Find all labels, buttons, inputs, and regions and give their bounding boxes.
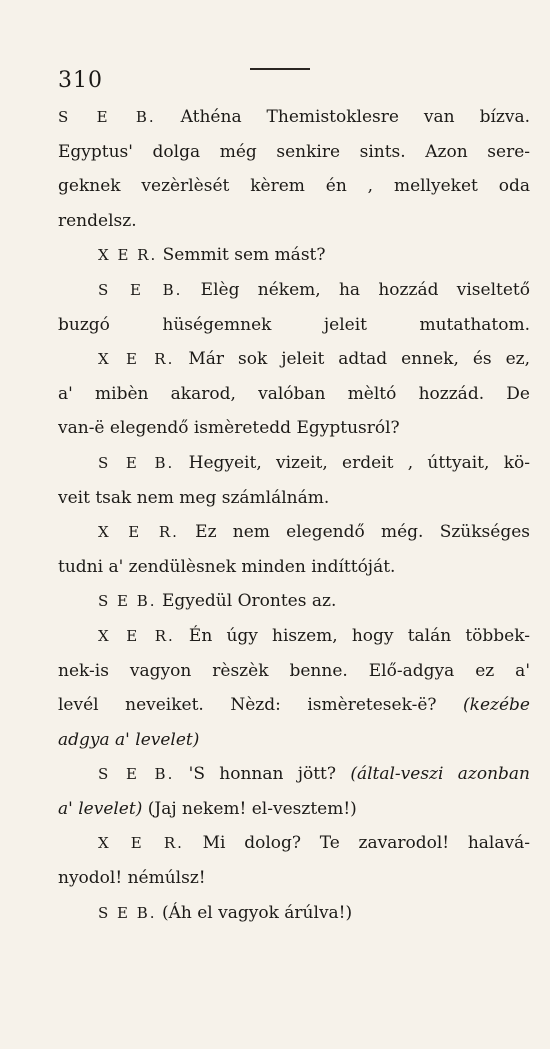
text-line — [58, 342, 530, 377]
line-text: van-ë elegendő ismèretedd Egyptusról? — [58, 418, 400, 439]
line-text: (Jaj nekem! el-vesztem!) — [142, 798, 357, 819]
line-text: buzgó hüségemnek jeleit mutathatom. — [58, 314, 530, 335]
line-text: veit tsak nem meg számlálnám. — [58, 487, 330, 508]
speaker-label: X E R. — [98, 350, 175, 369]
stage-direction: adgya a' levelet) — [58, 729, 200, 750]
line-text: Mi dolog? Te zavarodol! halavá- — [183, 833, 530, 854]
text-line — [58, 204, 530, 239]
line-text: geknek vezèrlèsét kèrem én , mellyeket oda — [58, 176, 530, 197]
text-line — [58, 723, 530, 758]
text-line — [58, 515, 530, 550]
line-text: Elèg nékem, ha hozzád viseltető — [182, 279, 530, 300]
line-text: Egyedül Orontes az. — [156, 591, 337, 612]
speaker-label: X E R. — [98, 246, 158, 265]
text-line — [58, 688, 530, 723]
line-text: Én úgy hiszem, hogy talán többek- — [174, 625, 530, 646]
line-text: tudni a' zendülèsnek minden indíttóját. — [58, 556, 396, 577]
text-line — [58, 481, 530, 516]
stage-direction: a' levelet) — [58, 798, 143, 819]
text-line — [58, 584, 530, 619]
speaker-label: X E R. — [98, 626, 175, 645]
line-text: Hegyeit, vizeit, erdeit , úttyait, kö- — [174, 452, 530, 473]
line-text: nek-is vagyon rèszèk benne. Elő-adgya ez a' — [58, 660, 530, 681]
page-number: 310 — [58, 68, 103, 93]
line-text: rendelsz. — [58, 210, 137, 231]
speaker-label: S E B. — [98, 903, 157, 922]
speaker-label: S E B. — [98, 765, 175, 784]
stage-direction: (által-veszi azonban — [350, 764, 530, 785]
text-line — [58, 654, 530, 689]
dialogue-text — [58, 100, 530, 930]
line-text: levél neveiket. Nèzd: ismèretesek-ë? — [58, 695, 464, 716]
line-text: Semmit sem mást? — [157, 245, 326, 266]
text-line — [58, 550, 530, 585]
line-text: Ez nem elegendő még. Szükséges — [178, 522, 530, 543]
stage-direction: (kezébe — [463, 695, 530, 716]
speaker-label: S E B. — [98, 592, 157, 611]
speaker-label: S E B. — [58, 108, 156, 126]
line-text: Egyptus' dolga még senkire sints. Azon sere- — [58, 141, 530, 162]
line-text: Athéna Themistoklesre van bízva. — [155, 107, 530, 127]
line-text: nyodol! némúlsz! — [58, 868, 206, 889]
text-line — [58, 861, 530, 896]
text-line — [58, 135, 530, 170]
text-line — [58, 273, 530, 308]
speaker-label: X E R. — [98, 523, 179, 542]
text-line — [58, 411, 530, 446]
text-line — [58, 238, 530, 273]
speaker-label: S E B. — [98, 453, 175, 472]
text-line — [58, 100, 530, 135]
header-rule — [250, 68, 310, 70]
line-text: a' mibèn akarod, valóban mèltó hozzád. De — [58, 383, 530, 404]
text-line — [58, 446, 530, 481]
line-text: Már sok jeleit adtad ennek, és ez, — [174, 349, 530, 370]
text-line — [58, 792, 530, 827]
text-line — [58, 757, 530, 792]
text-line — [58, 169, 530, 204]
text-line — [58, 826, 530, 861]
text-line — [58, 896, 530, 931]
text-line — [58, 308, 530, 343]
speaker-label: X E R. — [98, 834, 184, 853]
line-text: (Áh el vagyok árúlva!) — [156, 902, 353, 923]
text-line — [58, 377, 530, 412]
speaker-label: S E B. — [98, 280, 183, 299]
text-line — [58, 619, 530, 654]
line-text: 'S honnan jött? — [174, 764, 351, 785]
